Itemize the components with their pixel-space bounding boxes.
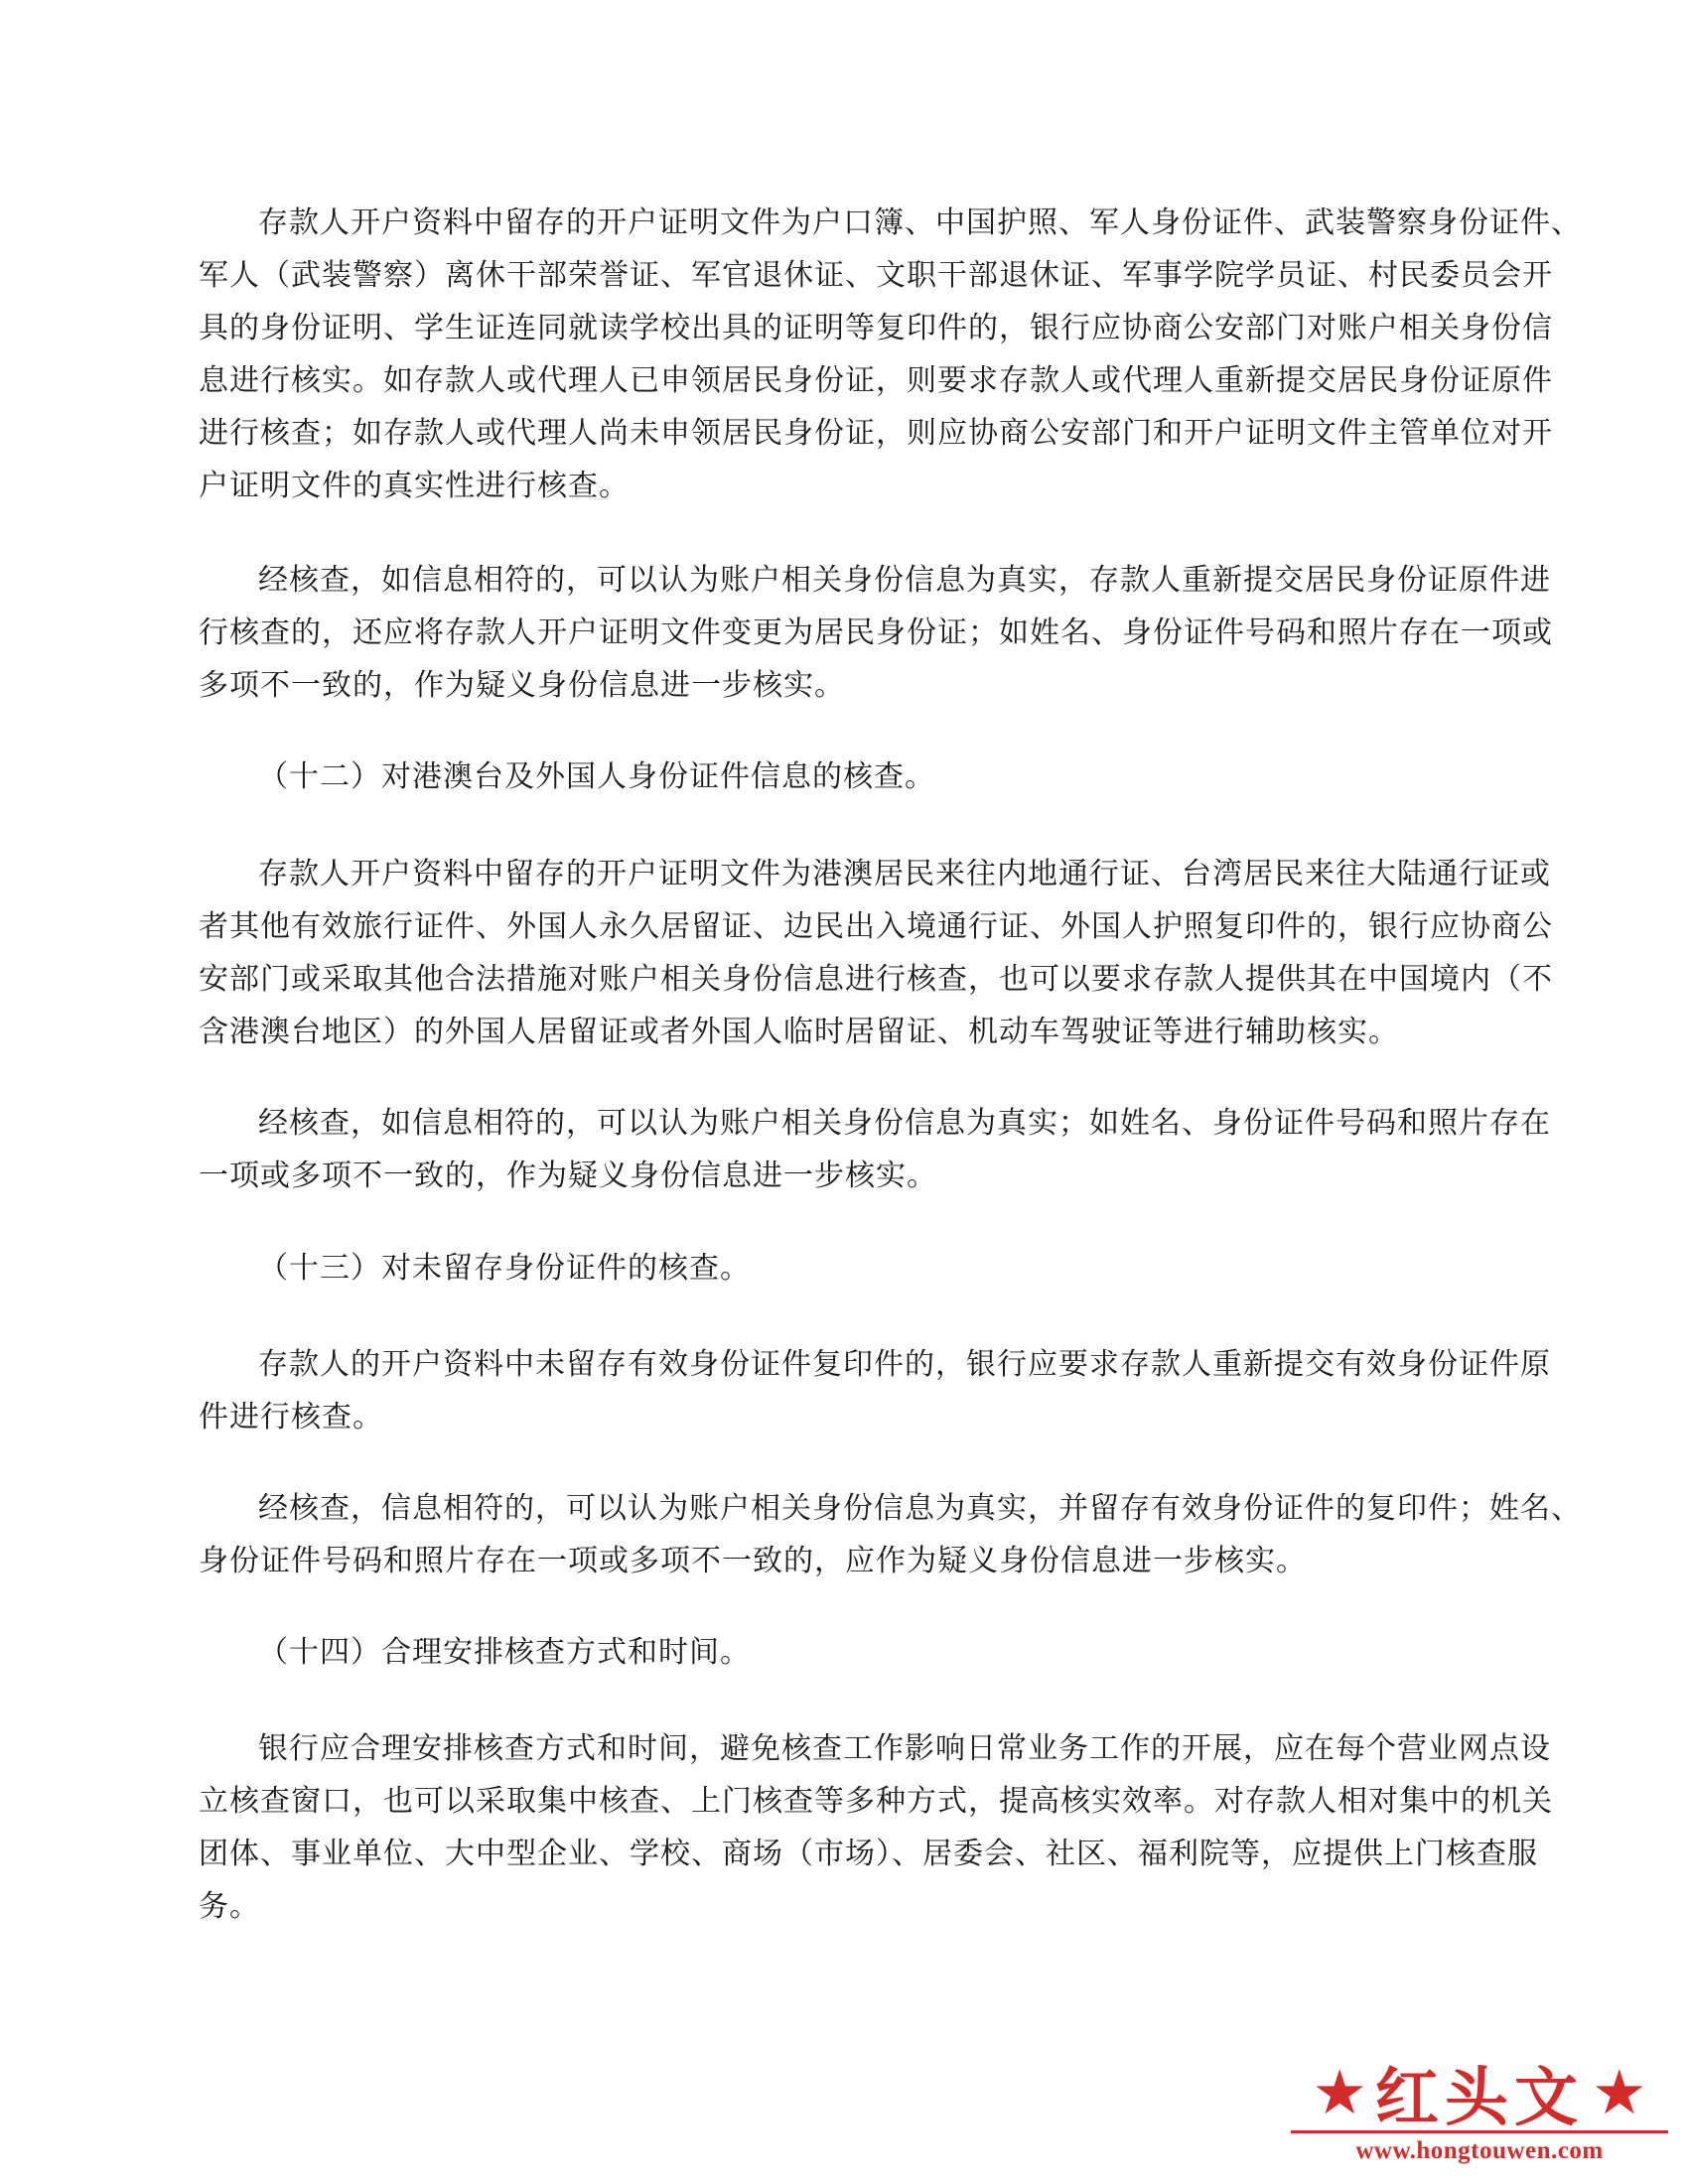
paragraph <box>199 197 1582 512</box>
star-icon: ★ <box>1592 2056 1647 2128</box>
text-line: 经核查，如信息相符的，可以认为账户相关身份信息为真实，存款人重新提交居民身份证原件进 <box>258 563 1551 598</box>
paragraph <box>199 1242 751 1295</box>
text-line: 存款人的开户资料中未留存有效身份证件复印件的，银行应要求存款人重新提交有效身份证件原 <box>258 1347 1551 1382</box>
text-line: （十三）对未留存身份证件的核查。 <box>258 1251 751 1286</box>
text-line: 银行应合理安排核查方式和时间，避免核查工作影响日常业务工作的开展，应在每个营业网点设 <box>258 1731 1551 1766</box>
text-line: 件进行核查。 <box>199 1400 383 1434</box>
text-line: 具的身份证明、学生证连同就读学校出具的证明等复印件的，银行应协商公安部门对账户相关身份信 <box>199 311 1553 345</box>
text-line: 经核查，信息相符的，可以认为账户相关身份信息为真实，并留存有效身份证件的复印件；姓名、 <box>258 1491 1582 1526</box>
text-line: 息进行核实。如存款人或代理人已申领居民身份证，则要求存款人或代理人重新提交居民身份证原件 <box>199 363 1553 398</box>
hongtouwen-watermark <box>1281 2057 1678 2174</box>
text-line: 军人（武装警察）离休干部荣誉证、军官退休证、文职干部退休证、军事学院学员证、村民委员会开 <box>199 258 1553 293</box>
watermark-url: www.hongtouwen.com <box>1355 2137 1604 2164</box>
text-line: 务。 <box>199 1889 260 1924</box>
star-icon: ★ <box>1312 2056 1367 2128</box>
text-line: 行核查的，还应将存款人开户证明文件变更为居民身份证；如姓名、身份证件号码和照片存在一项或 <box>199 615 1553 650</box>
text-line: 一项或多项不一致的，作为疑义身份信息进一步核实。 <box>199 1159 937 1193</box>
paragraph <box>199 554 1553 712</box>
watermark-title: 红头文 <box>1375 2062 1584 2135</box>
paragraph <box>199 1482 1582 1587</box>
paragraph <box>199 848 1553 1058</box>
text-line: （十四）合理安排核查方式和时间。 <box>258 1635 751 1670</box>
watermark-title-row <box>1281 2056 1678 2135</box>
paragraph <box>199 1722 1553 1933</box>
paragraph <box>199 1338 1551 1443</box>
text-line: 立核查窗口，也可以采取集中核查、上门核查等多种方式，提高核实效率。对存款人相对集中的机关 <box>199 1784 1553 1819</box>
text-line: 经核查，如信息相符的，可以认为账户相关身份信息为真实；如姓名、身份证件号码和照片存在 <box>258 1106 1551 1141</box>
text-line: 进行核查；如存款人或代理人尚未申领居民身份证，则应协商公安部门和开户证明文件主管单位对开 <box>199 416 1553 451</box>
paragraph <box>199 1626 751 1679</box>
text-line: 身份证件号码和照片存在一项或多项不一致的，应作为疑义身份信息进一步核实。 <box>199 1544 1307 1578</box>
text-line: 多项不一致的，作为疑义身份信息进一步核实。 <box>199 668 845 703</box>
text-line: 含港澳台地区）的外国人居留证或者外国人临时居留证、机动车驾驶证等进行辅助核实。 <box>199 1015 1399 1049</box>
text-line: 团体、事业单位、大中型企业、学校、商场（市场）、居委会、社区、福利院等，应提供上门核查服 <box>199 1837 1538 1871</box>
paragraph <box>199 1097 1551 1202</box>
text-line: 户证明文件的真实性进行核查。 <box>199 469 630 503</box>
text-line: 存款人开户资料中留存的开户证明文件为港澳居民来往内地通行证、台湾居民来往大陆通行证或 <box>258 857 1551 891</box>
text-line: （十二）对港澳台及外国人身份证件信息的核查。 <box>258 759 935 794</box>
text-line: 安部门或采取其他合法措施对账户相关身份信息进行核查，也可以要求存款人提供其在中国境内（不 <box>199 962 1553 997</box>
paragraph <box>199 751 935 803</box>
text-line: 者其他有效旅行证件、外国人永久居留证、边民出入境通行证、外国人护照复印件的，银行应协商公 <box>199 909 1553 944</box>
text-line: 存款人开户资料中留存的开户证明文件为户口簿、中国护照、军人身份证件、武装警察身份证件、 <box>258 205 1582 240</box>
